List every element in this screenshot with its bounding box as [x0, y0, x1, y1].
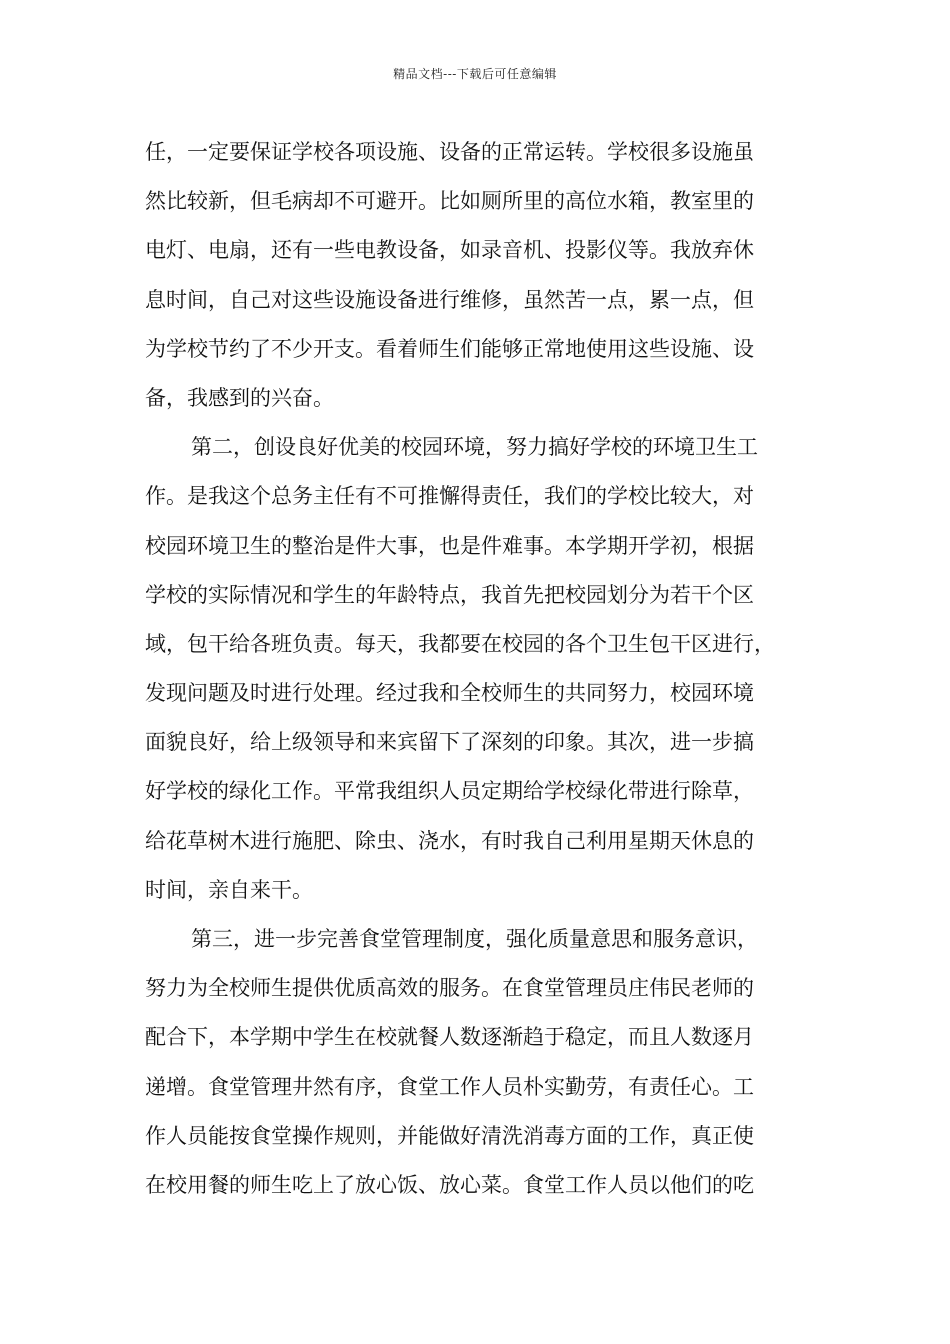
text-line: 学校的实际情况和学生的年龄特点，我首先把校园划分为若干个区	[145, 582, 754, 607]
text-line: 为学校节约了不少开支。看着师生们能够正常地使用这些设施、设	[145, 336, 754, 361]
text-line: 任，一定要保证学校各项设施、设备的正常运转。学校很多设施虽	[145, 140, 754, 164]
text-line: 努力为全校师生提供优质高效的服务。在食堂管理员庄伟民老师的	[145, 976, 754, 1001]
body-text	[145, 128, 825, 1210]
text-line: 发现问题及时进行处理。经过我和全校师生的共同努力，校园环境	[145, 681, 754, 706]
text-line: 配合下，本学期中学生在校就餐人数逐渐趋于稳定，而且人数逐月	[145, 1025, 754, 1050]
text-line: 校园环境卫生的整治是件大事，也是件难事。本学期开学初，根据	[145, 533, 754, 558]
text-line: 时间，亲自来干。	[145, 877, 313, 902]
text-line: 备，我感到的兴奋。	[145, 385, 334, 410]
text-line: 域，包干给各班负责。每天，我都要在校园的各个卫生包干区进行，	[145, 631, 775, 656]
text-line: 然比较新，但毛病却不可避开。比如厕所里的高位水箱，教室里的	[145, 189, 754, 214]
text-line: 递增。食堂管理井然有序，食堂工作人员朴实勤劳，有责任心。工	[145, 1074, 754, 1099]
text-line: 作人员能按食堂操作规则，并能做好清洗消毒方面的工作，真正使	[145, 1123, 754, 1148]
paragraph-start-line: 第三，进一步完善食堂管理制度，强化质量意思和服务意识，	[191, 927, 758, 951]
text-line: 给花草树木进行施肥、除虫、浇水，有时我自己利用星期天休息的	[145, 828, 754, 853]
text-line: 在校用餐的师生吃上了放心饭、放心菜。食堂工作人员以他们的吃	[145, 1172, 754, 1197]
page-header: 精品文档---下载后可任意编辑	[393, 67, 557, 81]
text-line: 面貌良好，给上级领导和来宾留下了深刻的印象。其次，进一步搞	[145, 730, 754, 755]
text-line: 息时间，自己对这些设施设备进行维修，虽然苦一点，累一点，但	[145, 287, 754, 312]
paragraph-start-line: 第二，创设良好优美的校园环境，努力搞好学校的环境卫生工	[191, 435, 758, 460]
text-line: 电灯、电扇，还有一些电教设备，如录音机、投影仪等。我放弃休	[145, 238, 754, 263]
text-line: 作。是我这个总务主任有不可推懈得责任，我们的学校比较大，对	[145, 484, 754, 509]
text-line: 好学校的绿化工作。平常我组织人员定期给学校绿化带进行除草，	[145, 779, 754, 804]
